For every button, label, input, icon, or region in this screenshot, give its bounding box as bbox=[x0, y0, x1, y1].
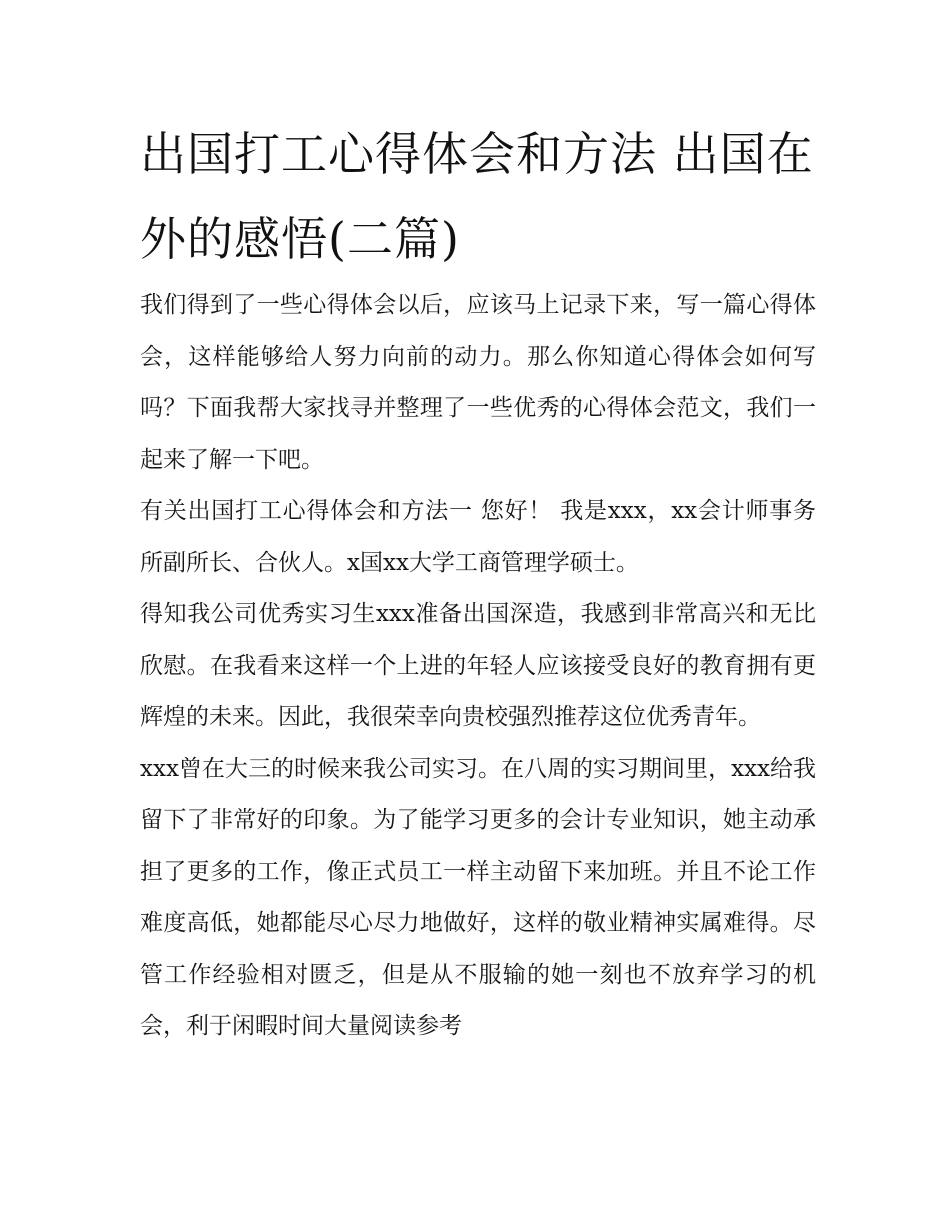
paragraph-recommendation: 得知我公司优秀实习生xxx准备出国深造，我感到非常高兴和无比欣慰。在我看来这样一个上进的年轻人应该接受良好的教育拥有更辉煌的未来。因此，我很荣幸向贵校强烈推荐这位优秀青年。 bbox=[140, 601, 816, 730]
document-body bbox=[140, 280, 816, 1053]
paragraph-intro: 我们得到了一些心得体会以后，应该马上记录下来，写一篇心得体会，这样能够给人努力向前的动力。那么你知道心得体会如何写吗？下面我帮大家找寻并整理了一些优秀的心得体会范文，我们一起来了解一下吧。 bbox=[140, 292, 816, 473]
document-title: 出国打工心得体会和方法 出国在外的感悟(二篇) bbox=[140, 127, 814, 266]
paragraph-greeting: 有关出国打工心得体会和方法一 您好！ 我是xxx，xx会计师事务所副所长、合伙人。x国xx大学工商管理学硕士。 bbox=[140, 498, 816, 576]
paragraph-internship: xxx曾在大三的时候来我公司实习。在八周的实习期间里，xxx给我留下了非常好的印象。为了能学习更多的会计专业知识，她主动承担了更多的工作，像正式员工一样主动留下来加班。并且不论工作难度高低，她都能尽心尽力地做好，这样的敬业精神实属难得。尽管工作经验相对匮乏，但是从不服输的她一刻也不放弃学习的机会，利于闲暇时间大量阅读参考 bbox=[140, 755, 816, 1039]
